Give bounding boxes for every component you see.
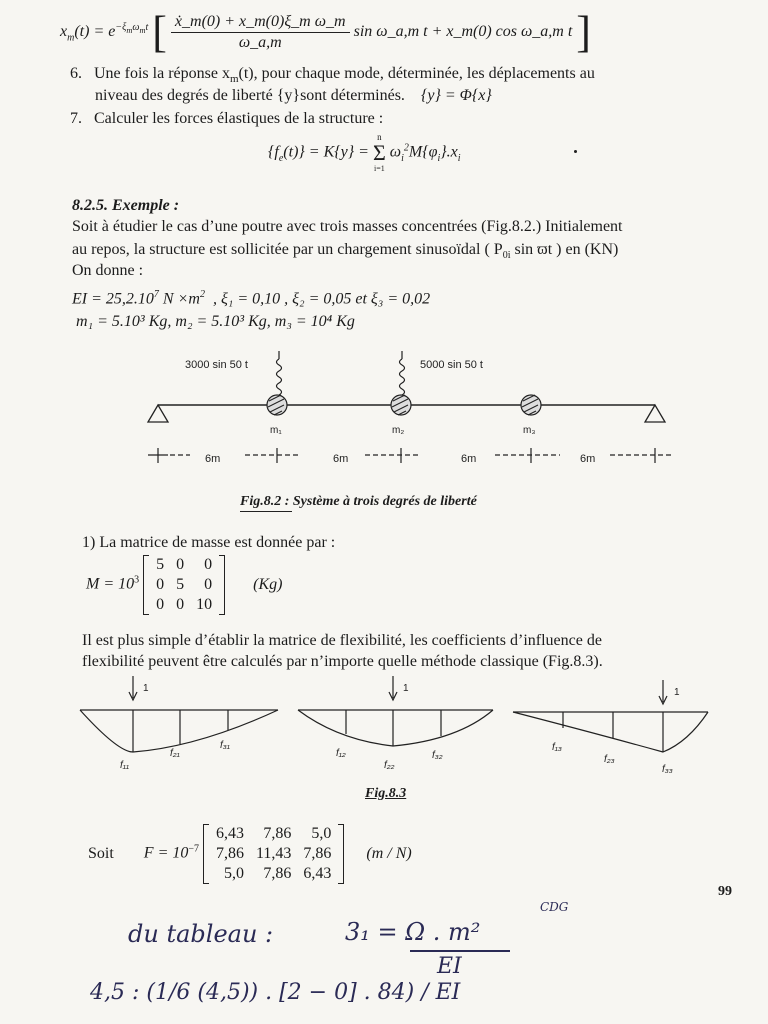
flex-matrix-body: 6,43 7,86 5,0 7,86 11,43 7,86 5,0 7,86 6,43	[203, 824, 344, 884]
f32-label: f₃₂	[432, 750, 443, 761]
handwritten-note-cdg: CDG	[540, 900, 569, 914]
example-line2: au repos, la structure est sollicitée par un chargement sinusoïdal ( $P_{0i}$ sin ϖt ) en (KN)	[72, 241, 619, 262]
span-label-2: 6m	[333, 453, 349, 465]
handwritten-denominator: EI	[437, 954, 462, 979]
fig82-caption: Fig.8.2 : Système à trois degrés de liberté	[240, 494, 477, 509]
f33-label: f₃₃	[662, 764, 673, 775]
unit-load-1: 1	[143, 683, 149, 694]
f21-label: f₂₁	[170, 748, 180, 759]
load-spring-2	[400, 351, 405, 398]
f22-label: f₂₂	[384, 760, 395, 771]
step-7: 7. Calculer les forces élastiques de la structure :	[70, 110, 384, 127]
handwritten-note-1: du tableau :	[128, 920, 274, 948]
response-equation: $x_m(t) = e^{-\xi_m\omega_mt}$ [ $\frac{\text{ẋ\_m(0) + x\_m(0)ξ\_m ω\_m}}{\omega\_a,m}$ sin ω_a,m t + x_m(0) cos ω_a,m t ]	[60, 7, 591, 57]
example-line1: Soit à étudier le cas d’une poutre avec trois masses concentrées (Fig.8.2.) Initialement	[72, 218, 623, 235]
figure-8-3	[78, 672, 718, 782]
f12-label: f₁₂	[336, 748, 346, 759]
f11-label: f₁₁	[120, 760, 130, 771]
span-label-4: 6m	[580, 453, 596, 465]
unit-load-2: 1	[403, 683, 409, 694]
flex-text-1: Il est plus simple d’établir la matrice de flexibilité, les coefficients d’influence de	[82, 632, 602, 649]
forces-equation: $\{f_e(t)\} = K\{y\}$ = n Σ i=1 $\omega_i^2M\{\varphi_i\}.x_i$	[268, 132, 461, 173]
span-label-3: 6m	[461, 453, 477, 465]
dot-mark	[574, 150, 577, 153]
deflection-diagram-2	[298, 676, 493, 746]
mass-matrix: $M = 10^3$ 5 0 0 0 5 0 0 0 10 (Kg)	[86, 556, 283, 613]
step-6-line2: niveau des degrés de liberté {y}sont déterminés. {y} = Φ{x}	[95, 87, 492, 104]
mass-intro: 1) La matrice de masse est donnée par :	[82, 534, 336, 551]
f31-label: f₃₁	[220, 740, 230, 751]
handwritten-formula: 3₁ = Ω . m²	[345, 918, 481, 946]
fig82-caption-underline	[240, 511, 292, 512]
example-line3: On donne :	[72, 262, 144, 279]
mass-label-1: m₁	[270, 425, 282, 436]
deflection-diagram-1	[80, 676, 278, 752]
load-spring-1	[277, 351, 282, 398]
mass-label-2: m₂	[392, 425, 405, 436]
flex-matrix: Soit $F = 10^{-7}$ 6,43 7,86 5,0 7,86 11,43 7,86 5,0 7,86 6,43 (m / N)	[88, 825, 412, 882]
unit-load-3: 1	[674, 687, 680, 698]
page-number: 99	[718, 884, 732, 899]
span-label-1: 6m	[205, 453, 221, 465]
step-6: 6. Une fois la réponse $x_m(t)$, pour chaque mode, déterminée, les déplacements au	[70, 65, 595, 86]
ei-line: EI = $25,2.10^7$ $N \times m^2$ , ξ₁ = 0,10 , ξ₂ = 0,05 et ξ₃ = 0,02	[72, 289, 431, 308]
fig83-caption: Fig.8.3	[365, 786, 407, 801]
section-title: 8.2.5. Exemple :	[72, 197, 180, 214]
masses-line: m₁ = 5.10³ Kg, m₂ = 5.10³ Kg, m₃ = 10⁴ Kg	[76, 313, 355, 330]
handwritten-fraction-bar	[410, 950, 510, 952]
mass-label-3: m₃	[523, 425, 536, 436]
load-label-2: 5000 sin 50 t	[420, 359, 483, 371]
figure-8-2	[140, 345, 680, 475]
mass-3	[521, 395, 541, 415]
mass-matrix-body: 5 0 0 0 5 0 0 0 10	[143, 555, 225, 615]
mass-1	[267, 395, 287, 415]
mass-2	[391, 395, 411, 415]
support-right	[645, 405, 665, 422]
handwritten-note-2: 4,5 : (1/6 (4,5)) . [2 − 0] . 84) / EI	[90, 980, 461, 1005]
flex-text-2: flexibilité peuvent être calculés par n’importe quelle méthode classique (Fig.8.3).	[82, 653, 603, 670]
f23-label: f₂₃	[604, 754, 615, 765]
load-label-1: 3000 sin 50 t	[185, 359, 248, 371]
support-left	[148, 405, 168, 422]
f13-label: f₁₃	[552, 742, 562, 753]
